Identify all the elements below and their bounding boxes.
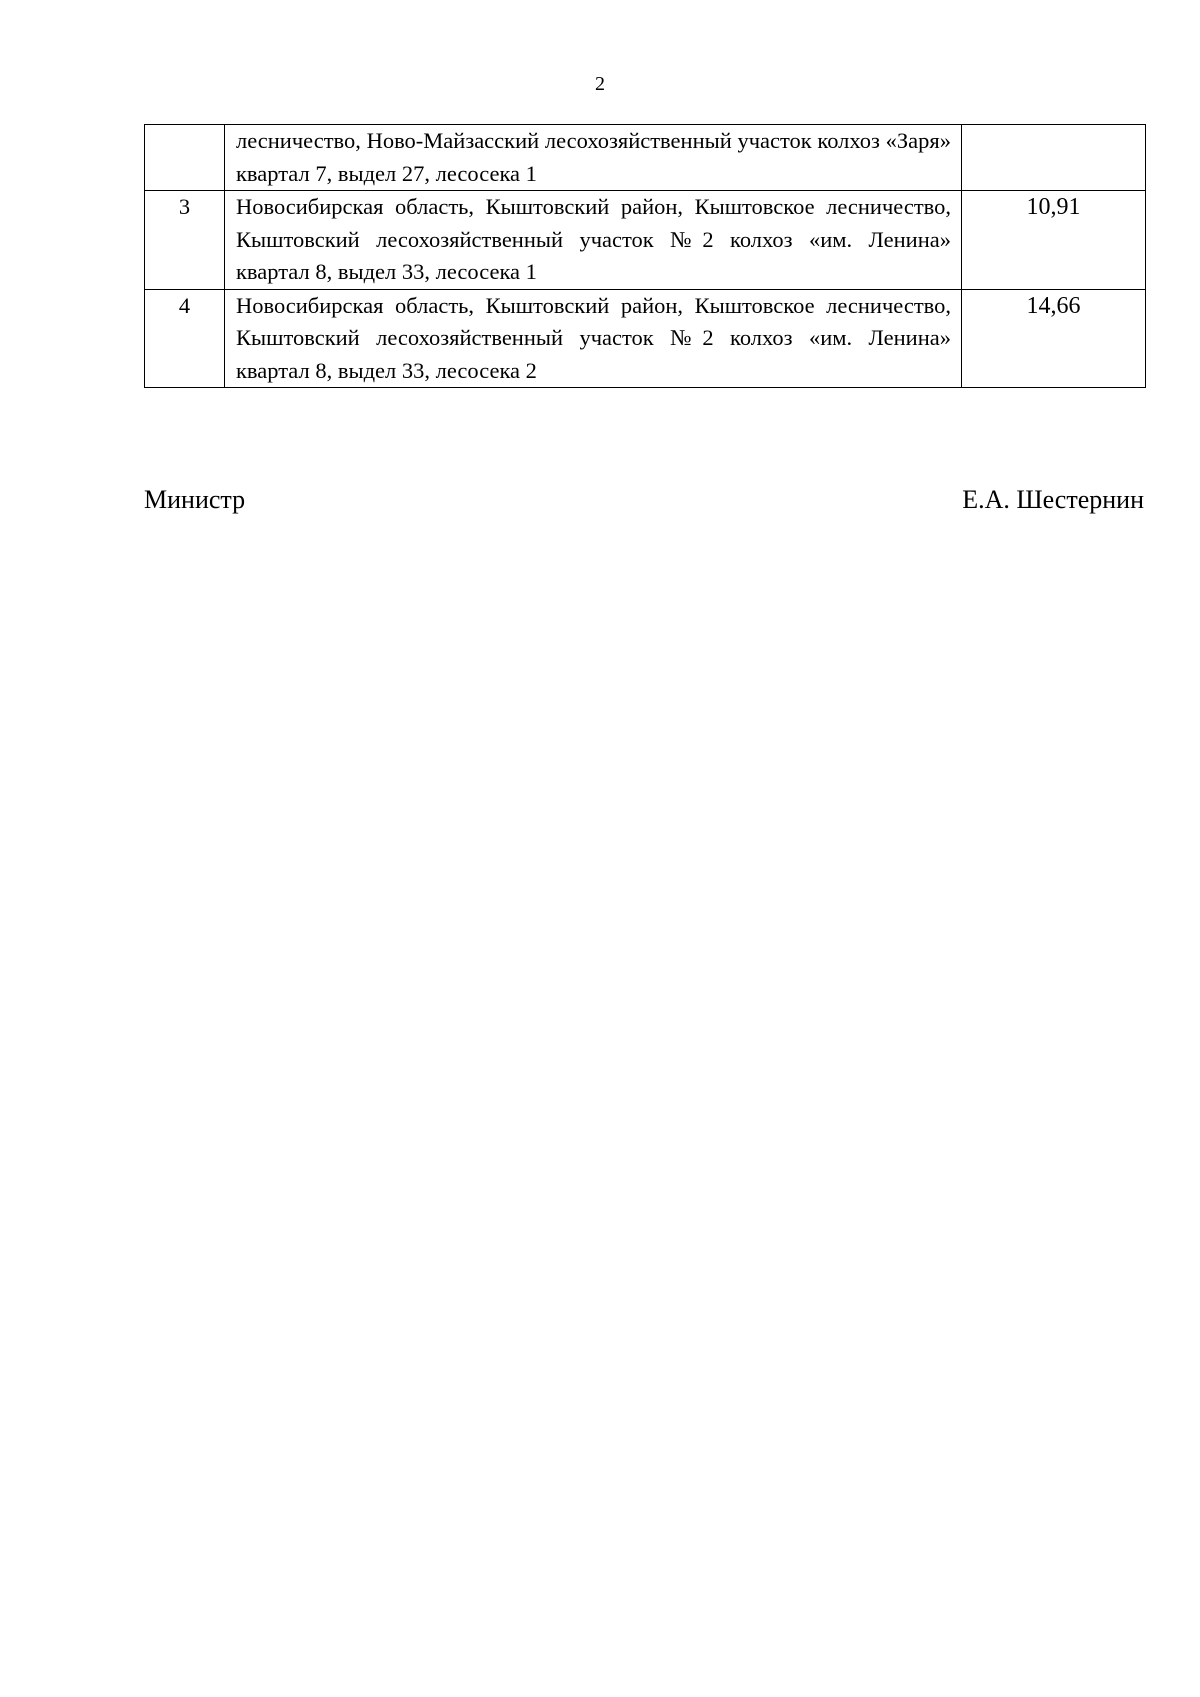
row-number-cell: 4 xyxy=(145,289,225,388)
table-row xyxy=(145,289,1146,388)
area-cell: 10,91 xyxy=(962,191,1146,290)
signatory-name: Е.А. Шестернин xyxy=(962,485,1144,514)
forest-plots-table xyxy=(144,124,1146,388)
location-description-cell: Новосибирская область, Кыштовский район, Кыштовское лесничество, Кыштовский лесохозяйственный участок №2 колхоз «им. Ленина» квартал 8, выдел 33, лесосека 2 xyxy=(225,289,962,388)
table-row xyxy=(145,191,1146,290)
signature-block xyxy=(144,482,1144,518)
area-cell: 14,66 xyxy=(962,289,1146,388)
location-description-cell: лесничество, Ново-Майзасский лесохозяйственный участок колхоз «Заря» квартал 7, выдел 27, лесосека 1 xyxy=(225,125,962,191)
location-description-cell: Новосибирская область, Кыштовский район, Кыштовское лесничество, Кыштовский лесохозяйственный участок №2 колхоз «им. Ленина» квартал 8, выдел 33, лесосека 1 xyxy=(225,191,962,290)
table-row xyxy=(145,125,1146,191)
signatory-title: Министр xyxy=(144,485,246,514)
row-number-cell xyxy=(145,125,225,191)
area-cell xyxy=(962,125,1146,191)
page-number: 2 xyxy=(595,73,605,95)
row-number-cell: 3 xyxy=(145,191,225,290)
